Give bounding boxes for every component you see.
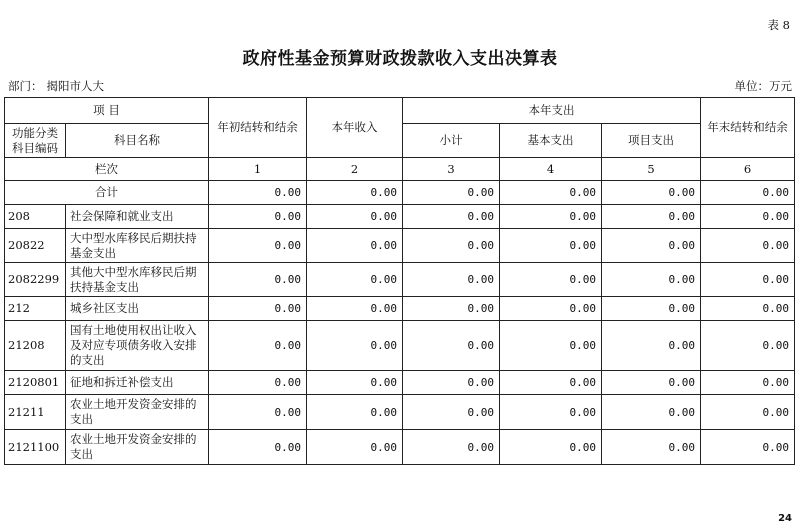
subject-name: 农业土地开发资金安排的支出	[66, 395, 209, 430]
amount-cell: 0.00	[307, 297, 403, 321]
amount-cell: 0.00	[701, 229, 795, 263]
amount-cell: 0.00	[500, 430, 602, 465]
total-value: 0.00	[209, 181, 307, 205]
subject-name: 其他大中型水库移民后期扶持基金支出	[66, 263, 209, 297]
header-subtotal: 小计	[403, 124, 500, 158]
table-row	[5, 297, 795, 321]
amount-cell: 0.00	[403, 321, 500, 371]
subject-name: 征地和拆迁补偿支出	[66, 371, 209, 395]
amount-cell: 0.00	[500, 371, 602, 395]
col-index: 6	[701, 158, 795, 181]
amount-cell: 0.00	[403, 205, 500, 229]
header-basic: 基本支出	[500, 124, 602, 158]
subject-code: 208	[5, 205, 66, 229]
total-value: 0.00	[403, 181, 500, 205]
total-value: 0.00	[602, 181, 701, 205]
amount-cell: 0.00	[307, 321, 403, 371]
amount-cell: 0.00	[209, 205, 307, 229]
subject-name: 社会保障和就业支出	[66, 205, 209, 229]
subject-code: 212	[5, 297, 66, 321]
department-label: 部门：	[8, 79, 43, 93]
amount-cell: 0.00	[403, 371, 500, 395]
amount-cell: 0.00	[209, 263, 307, 297]
table-tag: 表 8	[767, 18, 790, 32]
amount-cell: 0.00	[500, 263, 602, 297]
amount-cell: 0.00	[602, 263, 701, 297]
amount-cell: 0.00	[307, 430, 403, 465]
table-row	[5, 321, 795, 371]
amount-cell: 0.00	[701, 430, 795, 465]
department-info	[8, 78, 108, 94]
subject-name: 农业土地开发资金安排的支出	[66, 430, 209, 465]
header-func-code: 功能分类 科目编码	[5, 124, 66, 158]
table-row	[5, 395, 795, 430]
amount-cell: 0.00	[602, 371, 701, 395]
amount-cell: 0.00	[602, 395, 701, 430]
header-project: 项目支出	[602, 124, 701, 158]
table-row	[5, 205, 795, 229]
amount-cell: 0.00	[209, 430, 307, 465]
row-index-label: 栏次	[5, 158, 209, 181]
subject-name: 国有土地使用权出让收入及对应专项债务收入安排的支出	[66, 321, 209, 371]
amount-cell: 0.00	[307, 263, 403, 297]
amount-cell: 0.00	[307, 229, 403, 263]
amount-cell: 0.00	[307, 371, 403, 395]
page-number: 24	[778, 513, 792, 524]
total-value: 0.00	[500, 181, 602, 205]
amount-cell: 0.00	[602, 430, 701, 465]
header-begin-balance: 年初结转和结余	[209, 98, 307, 158]
header-income: 本年收入	[307, 98, 403, 158]
report-title: 政府性基金预算财政拨款收入支出决算表	[242, 49, 558, 69]
header-item: 项 目	[5, 98, 209, 124]
subject-code: 20822	[5, 229, 66, 263]
table-body	[5, 98, 795, 465]
subject-code: 2082299	[5, 263, 66, 297]
amount-cell: 0.00	[701, 205, 795, 229]
amount-cell: 0.00	[403, 229, 500, 263]
table-row	[5, 371, 795, 395]
amount-cell: 0.00	[701, 371, 795, 395]
amount-cell: 0.00	[209, 371, 307, 395]
total-value: 0.00	[307, 181, 403, 205]
amount-cell: 0.00	[602, 205, 701, 229]
amount-cell: 0.00	[209, 297, 307, 321]
amount-cell: 0.00	[701, 297, 795, 321]
subject-code: 2120801	[5, 371, 66, 395]
amount-cell: 0.00	[307, 205, 403, 229]
amount-cell: 0.00	[209, 229, 307, 263]
amount-cell: 0.00	[602, 229, 701, 263]
subject-name: 大中型水库移民后期扶持基金支出	[66, 229, 209, 263]
amount-cell: 0.00	[701, 395, 795, 430]
table-row	[5, 263, 795, 297]
total-row	[5, 181, 795, 205]
total-value: 0.00	[701, 181, 795, 205]
amount-cell: 0.00	[602, 297, 701, 321]
amount-cell: 0.00	[209, 321, 307, 371]
col-index: 2	[307, 158, 403, 181]
amount-cell: 0.00	[602, 321, 701, 371]
col-index: 1	[209, 158, 307, 181]
subject-name: 城乡社区支出	[66, 297, 209, 321]
header-row-1	[5, 98, 795, 124]
amount-cell: 0.00	[403, 297, 500, 321]
amount-cell: 0.00	[500, 321, 602, 371]
amount-cell: 0.00	[403, 263, 500, 297]
unit-label: 单位：万元	[734, 79, 792, 93]
department-name: 揭阳市人大	[46, 79, 104, 93]
col-index: 4	[500, 158, 602, 181]
subject-code: 21211	[5, 395, 66, 430]
amount-cell: 0.00	[307, 395, 403, 430]
column-index-row	[5, 158, 795, 181]
col-index: 5	[602, 158, 701, 181]
amount-cell: 0.00	[500, 205, 602, 229]
amount-cell: 0.00	[500, 395, 602, 430]
total-label: 合计	[5, 181, 209, 205]
amount-cell: 0.00	[500, 297, 602, 321]
table-row	[5, 229, 795, 263]
header-end-balance: 年末结转和结余	[701, 98, 795, 158]
amount-cell: 0.00	[500, 229, 602, 263]
header-expense-group: 本年支出	[403, 98, 701, 124]
amount-cell: 0.00	[701, 263, 795, 297]
fund-budget-table	[4, 97, 795, 465]
amount-cell: 0.00	[701, 321, 795, 371]
subject-code: 2121100	[5, 430, 66, 465]
amount-cell: 0.00	[403, 395, 500, 430]
table-row	[5, 430, 795, 465]
col-index: 3	[403, 158, 500, 181]
subject-code: 21208	[5, 321, 66, 371]
header-subject-name: 科目名称	[66, 124, 209, 158]
amount-cell: 0.00	[209, 395, 307, 430]
amount-cell: 0.00	[403, 430, 500, 465]
